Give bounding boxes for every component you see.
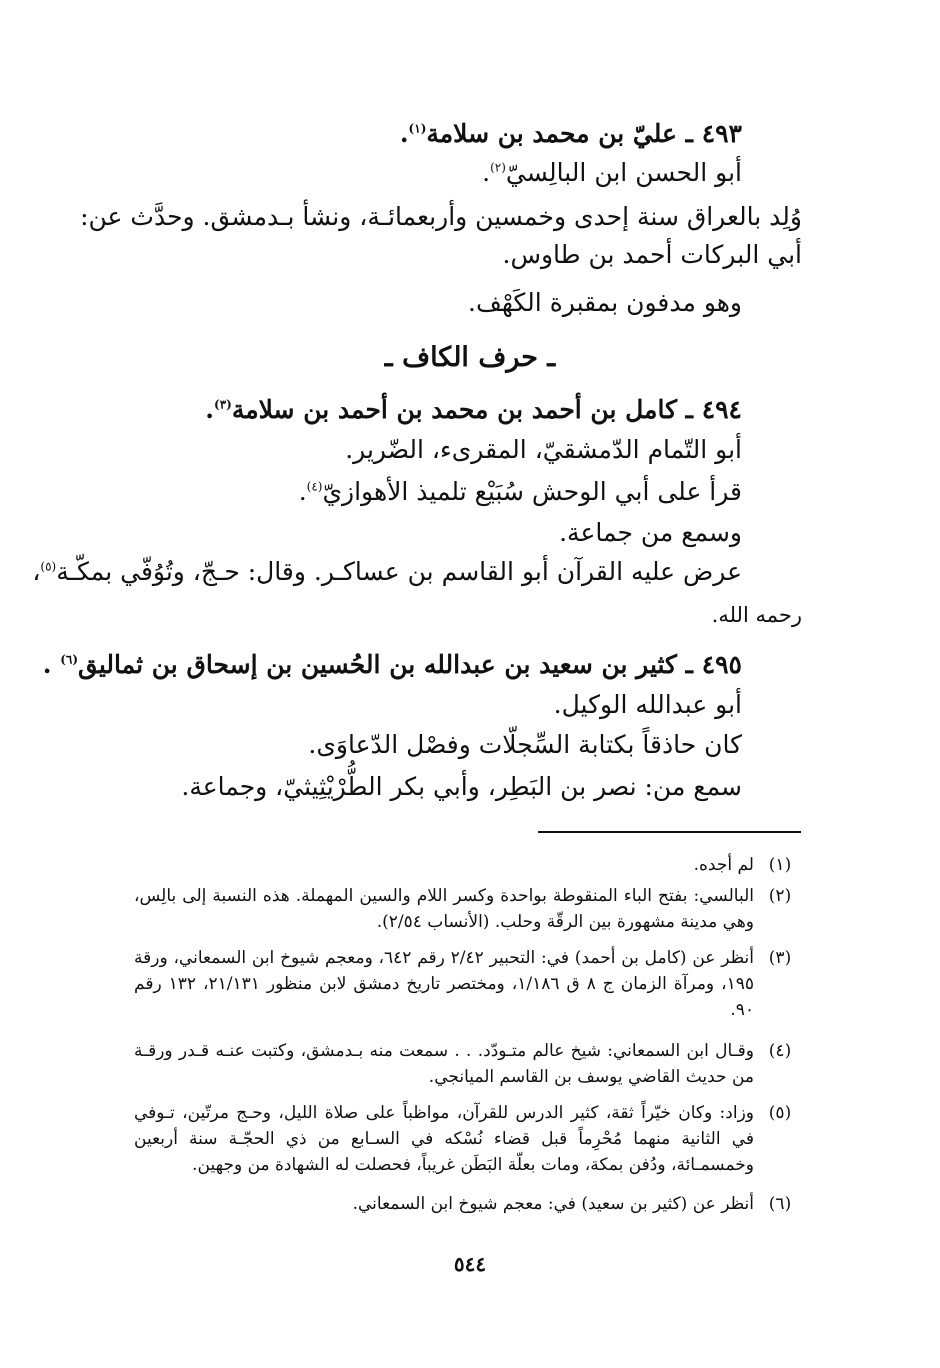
section-title: ـ حرف الكاف ـ xyxy=(384,342,556,373)
footnote xyxy=(0,1038,940,1094)
footnote-number: (٢) xyxy=(768,886,792,906)
footnote-text: وقـال ابن السمعاني: شيخ عالم متـودّد. . . سمعت منه بـدمشق، وكتبت عنـه قـدر ورقـة من حديث القاضي يوسف بن القاسم الميانجي. xyxy=(134,1041,754,1087)
footnote xyxy=(0,852,940,882)
footnote-ref-4[interactable]: (٤) xyxy=(306,479,323,494)
entry-495-line: أبو عبدالله الوكيل. xyxy=(553,690,742,719)
entry-494-line: أبو التّمام الدّمشقيّ، المقرىء، الضّرير. xyxy=(345,435,742,464)
entry-493-line: وُلِد بالعراق سنة إحدى وخمسين وأربعمائـة، ونشأ بـدمشق. وحدَّث عن: xyxy=(80,202,802,231)
entry-493-heading: ٤٩٣ ـ عليّ بن محمد بن سلامة$^{(١)}$. xyxy=(399,119,742,148)
footnote-text: أنظر عن (كامل بن أحمد) في: التحبير ٢/٤٢ رقم ٦٤٢، ومعجم شيوخ ابن السمعاني، ورقة ١٩٥، ومرآة الزمان ج ٨ ق ١/١٨٦، ومختصر تاريخ دمشق لابن منظور ٢١/١٣١، ١٣٢ رقم ٩٠. xyxy=(134,948,755,1020)
entry-494-line: عرض عليه القرآن أبو القاسم بن عساكـر. وقال: حـجّ، وتُوُفّي بمكّـة$^{(٥)}$، xyxy=(32,557,742,586)
footnote-number: (٥) xyxy=(768,1103,792,1123)
footnote-number: (٦) xyxy=(768,1194,792,1214)
entry-494-line: وسمع من جماعة. xyxy=(559,518,742,547)
footnote xyxy=(0,883,940,943)
footnote-ref-2[interactable]: (٢) xyxy=(490,160,506,175)
entry-494-line: قرأ على أبي الوحش سُبَيْع تلميذ الأهوازيّ$^{(٤)}$. xyxy=(298,477,742,506)
entry-493-line: أبو الحسن ابن البالِسيّ$^{(٢)}$. xyxy=(482,158,742,187)
entry-495-heading: ٤٩٥ ـ كثير بن سعيد بن عبدالله بن الحُسين بن إسحاق بن ثماليق$^{(٦)}$ . xyxy=(42,650,742,679)
page-number: ٥٤٤ xyxy=(453,1252,487,1276)
footnote xyxy=(0,1191,940,1221)
entry-495-line: كان حاذقاً بكتابة السِّجلّات وفصْل الدّعاوَى. xyxy=(308,730,742,759)
footnote xyxy=(0,945,940,1030)
footnote-number: (٤) xyxy=(768,1041,792,1061)
footnote-number: (١) xyxy=(768,855,792,875)
footnote-ref-3[interactable]: (٣) xyxy=(214,397,232,412)
footnote-separator xyxy=(538,831,801,833)
footnote-text: البالسي: بفتح الباء المنقوطة بواحدة وكسر اللام والسين المهملة. هذه النسبة إلى بالِس، وهي مدينة مشهورة بين الرقّة وحلب. (الأنساب ٢/٥٤). xyxy=(134,886,754,932)
footnote-text: وزاد: وكان خيّراً ثقة، كثير الدرس للقرآن، مواظباً على صلاة الليل، وحـج مرتّين، تـوفي في الثانية منهما مُحْرِماً قبل قضاء نُسْكه في السـابع من ذي الحجّـة سنة أربعين وخمسمـائة، ودُفن بمكة، ومات بعلّة البَطَن غريباً، فحصلت له الشهادة من وجهين. xyxy=(134,1103,754,1175)
footnote-ref-6[interactable]: (٦) xyxy=(60,652,79,667)
footnote-number: (٣) xyxy=(768,948,792,968)
footnote-text: لم أجده. xyxy=(693,855,754,875)
footnote xyxy=(0,1100,940,1184)
footnote-ref-5[interactable]: (٥) xyxy=(40,559,57,574)
footnote-ref-1[interactable]: (١) xyxy=(408,121,427,136)
entry-493-line: أبي البركات أحمد بن طاوس. xyxy=(502,240,802,269)
entry-494-heading: ٤٩٤ ـ كامل بن أحمد بن محمد بن أحمد بن سلامة$^{(٣)}$. xyxy=(205,395,742,424)
footnote-text: أنظر عن (كثير بن سعيد) في: معجم شيوخ ابن السمعاني. xyxy=(352,1194,754,1214)
entry-493-line: وهو مدفون بمقبرة الكَهْف. xyxy=(468,288,742,317)
entry-494-line: رحمه الله. xyxy=(711,603,802,627)
entry-495-line: سمع من: نصر بن البَطِر، وأبي بكر الطُّرْيْثِيثيّ، وجماعة. xyxy=(181,772,742,801)
